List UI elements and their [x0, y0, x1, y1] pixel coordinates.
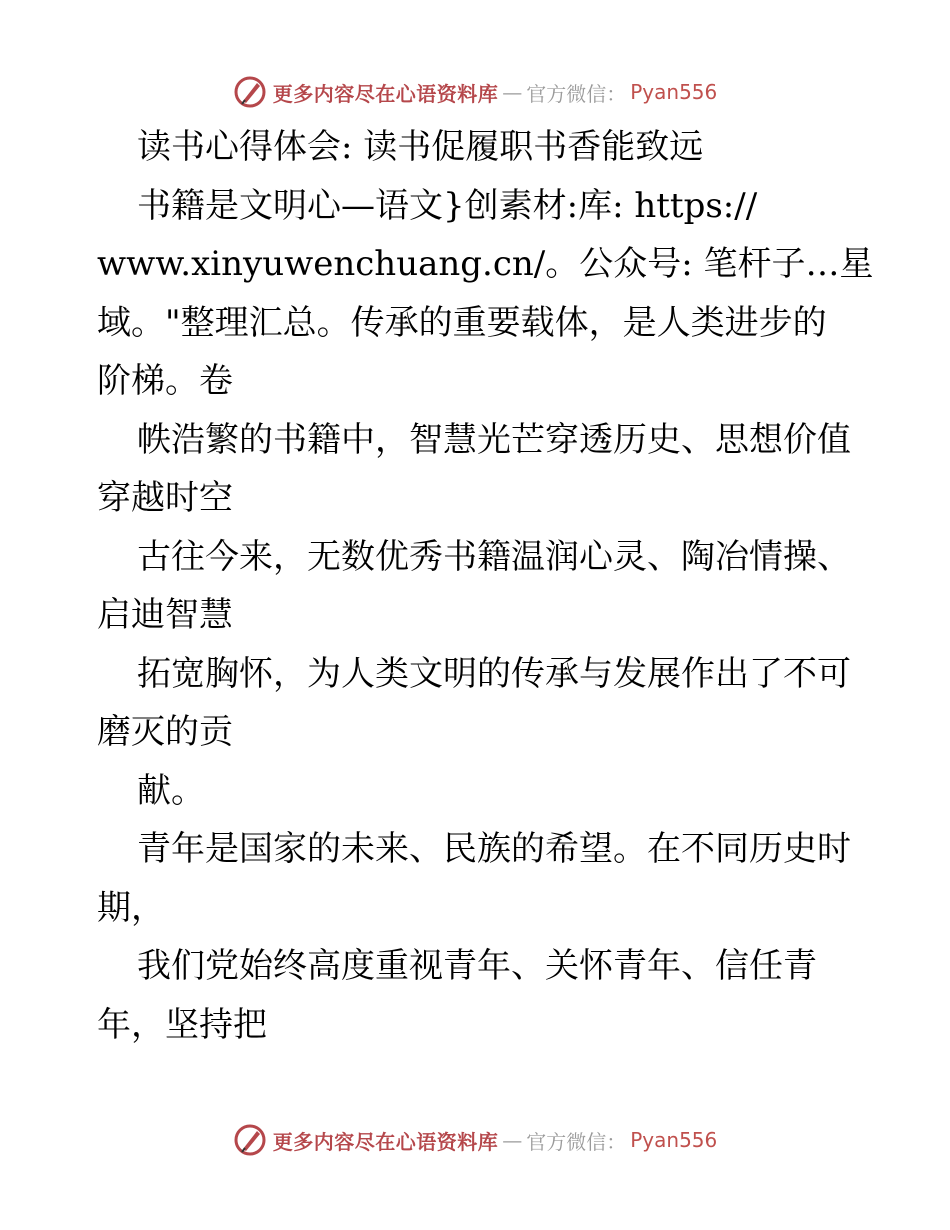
banner-wechat-id: Pyan556 [630, 80, 718, 104]
text-line: 书籍是文明心—语文}创素材:库: https:// [137, 185, 758, 226]
text-line: 磨灭的贡 [97, 712, 233, 752]
text-line: 拓宽胸怀，为人类文明的传承与发展作出了不可 [137, 653, 851, 694]
banner-promo-text: 更多内容尽在心语资料库 [272, 81, 499, 106]
text-line: 古往今来，无数优秀书籍温润心灵、陶冶情操、 [137, 536, 851, 577]
text-line: 域。"整理汇总。传承的重要载体，是人类进步的 [97, 302, 827, 343]
text-line: 启迪智慧 [97, 595, 233, 635]
document-title: 读书心得体会: 读书促履职书香能致远 [137, 127, 704, 167]
text-line: 阶梯。卷 [97, 361, 233, 401]
text-line: 期， [97, 887, 165, 928]
quill-logo-icon [233, 1123, 267, 1157]
text-line: 穿越时空 [97, 478, 233, 518]
banner-wechat-label: 官方微信： [526, 1129, 627, 1154]
header-banner [0, 72, 950, 112]
text-line: 青年是国家的未来、民族的希望。在不同历史时 [137, 829, 851, 869]
text-line: 年，坚持把 [97, 1004, 267, 1045]
banner-wechat-id: Pyan556 [630, 1128, 718, 1152]
footer-banner [0, 1120, 950, 1160]
banner-wechat-label: 官方微信： [526, 81, 627, 106]
text-line: 帙浩繁的书籍中，智慧光芒穿透历史、思想价值 [137, 419, 851, 460]
banner-promo-text: 更多内容尽在心语资料库 [272, 1129, 499, 1154]
text-line: 献。 [137, 770, 205, 811]
banner-dash: — [502, 80, 523, 104]
quill-logo-icon [233, 75, 267, 109]
text-line: www.xinyuwenchuang.cn/。公众号: 笔杆子…星 [97, 244, 874, 284]
document-body [97, 118, 874, 1054]
text-line: 我们党始终高度重视青年、关怀青年、信任青 [137, 946, 817, 986]
banner-dash: — [502, 1128, 523, 1152]
